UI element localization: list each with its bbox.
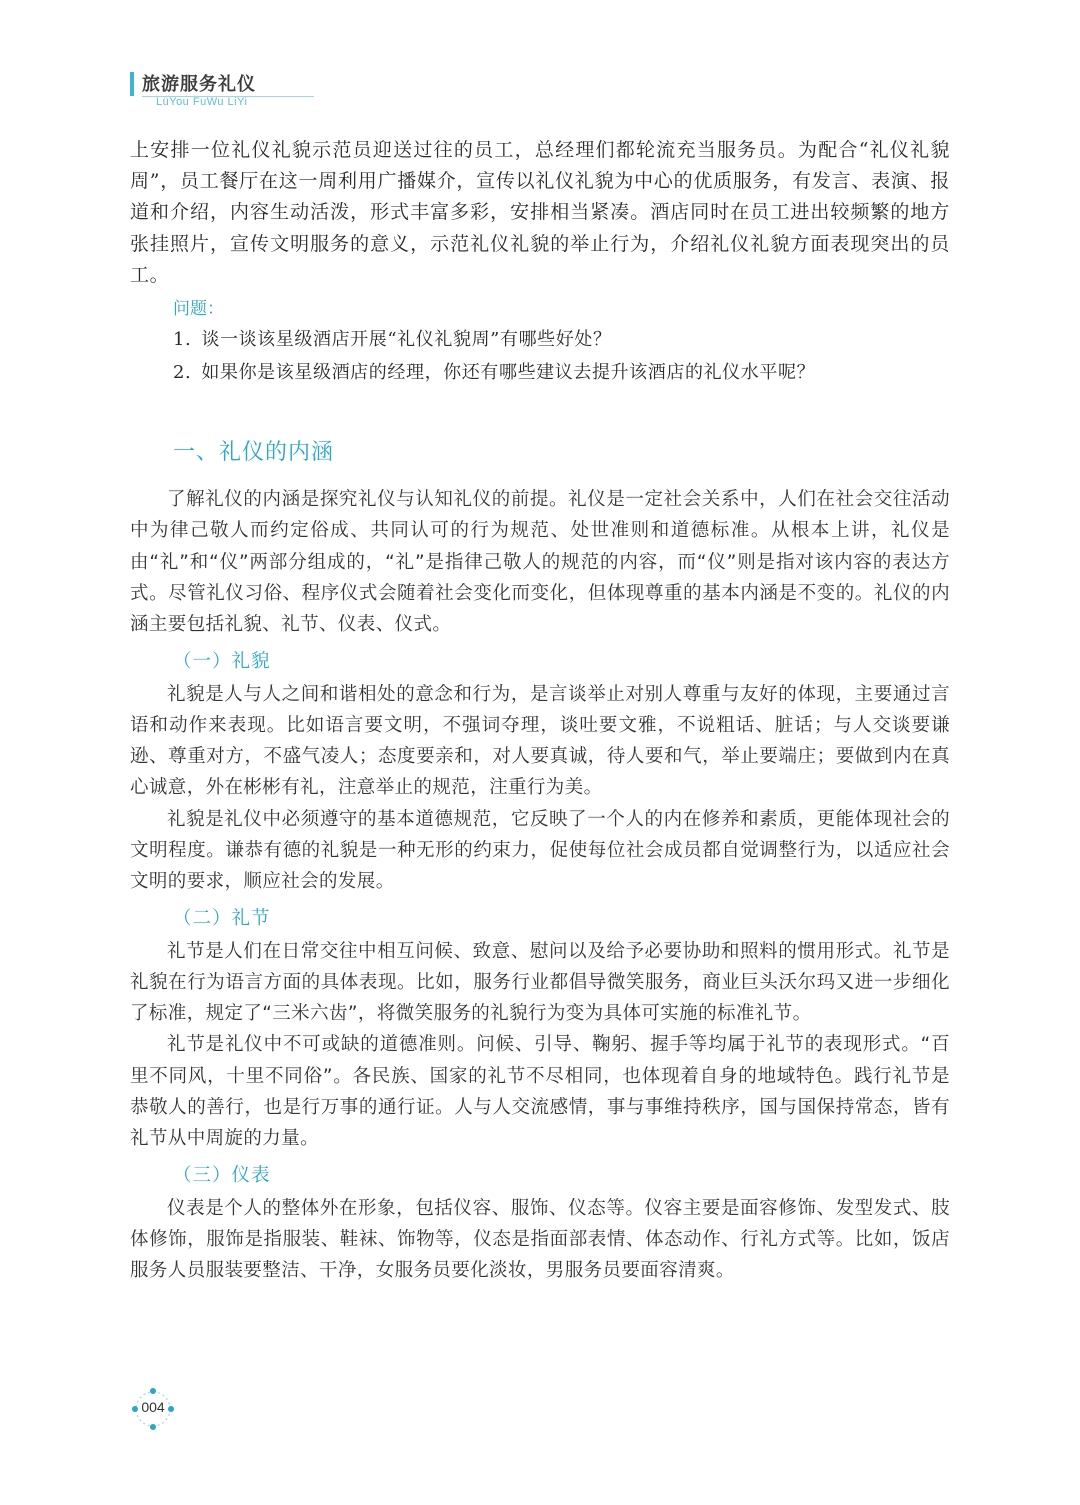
page-content [130,135,950,1287]
page-number: 004 [141,1399,165,1415]
subsection-heading-appearance: （三）仪表 [173,1164,271,1186]
body-paragraph: 仪表是个人的整体外在形象，包括仪容、服饰、仪态等。仪容主要是面容修饰、发型发式、肢体修饰，服饰是指服装、鞋袜、饰物等，仪态是指面部表情、体态动作、行礼方式等。比如，饭店服务人员服装要整洁、干净，女服务员要化淡妆，男服务员要面容清爽。 [130,1197,950,1282]
question-text: 谈一谈该星级酒店开展“礼仪礼貌周”有哪些好处？ [201,329,612,351]
question-number: 1. [173,329,192,351]
body-paragraph: 礼貌是人与人之间和谐相处的意念和行为，是言谈举止对别人尊重与友好的体现，主要通过言语和动作来表现。比如语言要文明，不强词夺理，谈吐要文雅，不说粗话、脏话；与人交谈要谦逊、尊重对方，不盛气凌人；态度要亲和，对人要真诚，待人要和气，举止要端庄；要做到内在真心诚意，外在彬彬有礼，注意举止的规范，注重行为美。 [130,683,950,799]
question-item [173,357,950,388]
questions-label: 问题： [173,299,224,320]
question-text: 如果你是该星级酒店的经理，你还有哪些建议去提升该酒店的礼仪水平呢？ [201,362,816,384]
body-paragraph: 礼节是人们在日常交往中相互问候、致意、慰问以及给予必要协助和照料的惯用形式。礼节是礼貌在行为语言方面的具体表现。比如，服务行业都倡导微笑服务，商业巨头沃尔玛又进一步细化了标准，规定了“三米六齿”，将微笑服务的礼貌行为变为具体可实施的标准礼节。 [130,940,950,1025]
body-paragraph: 礼节是礼仪中不可或缺的道德准则。问候、引导、鞠躬、握手等均属于礼节的表现形式。“百里不同风，十里不同俗”。各民族、国家的礼节不尽相同，也体现着自身的地域特色。践行礼节是恭敬人的善行，也是行万事的通行证。人与人交流感情，事与事维持秩序，国与国保持常态，皆有礼节从中周旋的力量。 [130,1034,950,1150]
book-title: 旅游服务礼仪 [142,74,256,95]
section-intro-paragraph: 了解礼仪的内涵是探究礼仪与认知礼仪的前提。礼仪是一定社会关系中，人们在社会交往活动中为律己敬人而约定俗成、共同认可的行为规范、处世准则和道德标准。从根本上讲，礼仪是由“礼”和“仪”两部分组成的，“礼”是指律己敬人的规范的内容，而“仪”则是指对该内容的表达方式。尽管礼仪习俗、程序仪式会随着社会变化而变化，但体现尊重的基本内涵是不变的。礼仪的内涵主要包括礼貌、礼节、仪表、仪式。 [130,489,950,636]
body-paragraph: 礼貌是礼仪中必须遵守的基本道德规范，它反映了一个人的内在修养和素质，更能体现社会的文明程度。谦恭有德的礼貌是一种无形的约束力，促使每位社会成员都自觉调整行为，以适应社会文明的要求，顺应社会的发展。 [130,808,950,893]
question-item [173,324,950,355]
subsection-heading-courtesy: （一）礼貌 [173,650,271,672]
question-number: 2. [173,362,192,384]
book-title-pinyin: LüYou FuWu LiYi [156,96,248,108]
case-paragraph: 上安排一位礼仪礼貌示范员迎送过往的员工，总经理们都轮流充当服务员。为配合“礼仪礼貌周”，员工餐厅在这一周利用广播媒介，宣传以礼仪礼貌为中心的优质服务，有发言、表演、报道和介绍，内容生动活泼，形式丰富多彩，安排相当紧凑。酒店同时在员工进出较频繁的地方张挂照片，宣传文明服务的意义，示范礼仪礼貌的举止行为，介绍礼仪礼貌方面表现突出的员工。 [130,139,950,286]
section-heading: 一、礼仪的内涵 [173,440,335,466]
page-number-badge [132,1388,174,1430]
subsection-heading-etiquette: （二）礼节 [173,907,271,929]
header-accent-bar [130,72,134,96]
running-header [130,64,320,114]
